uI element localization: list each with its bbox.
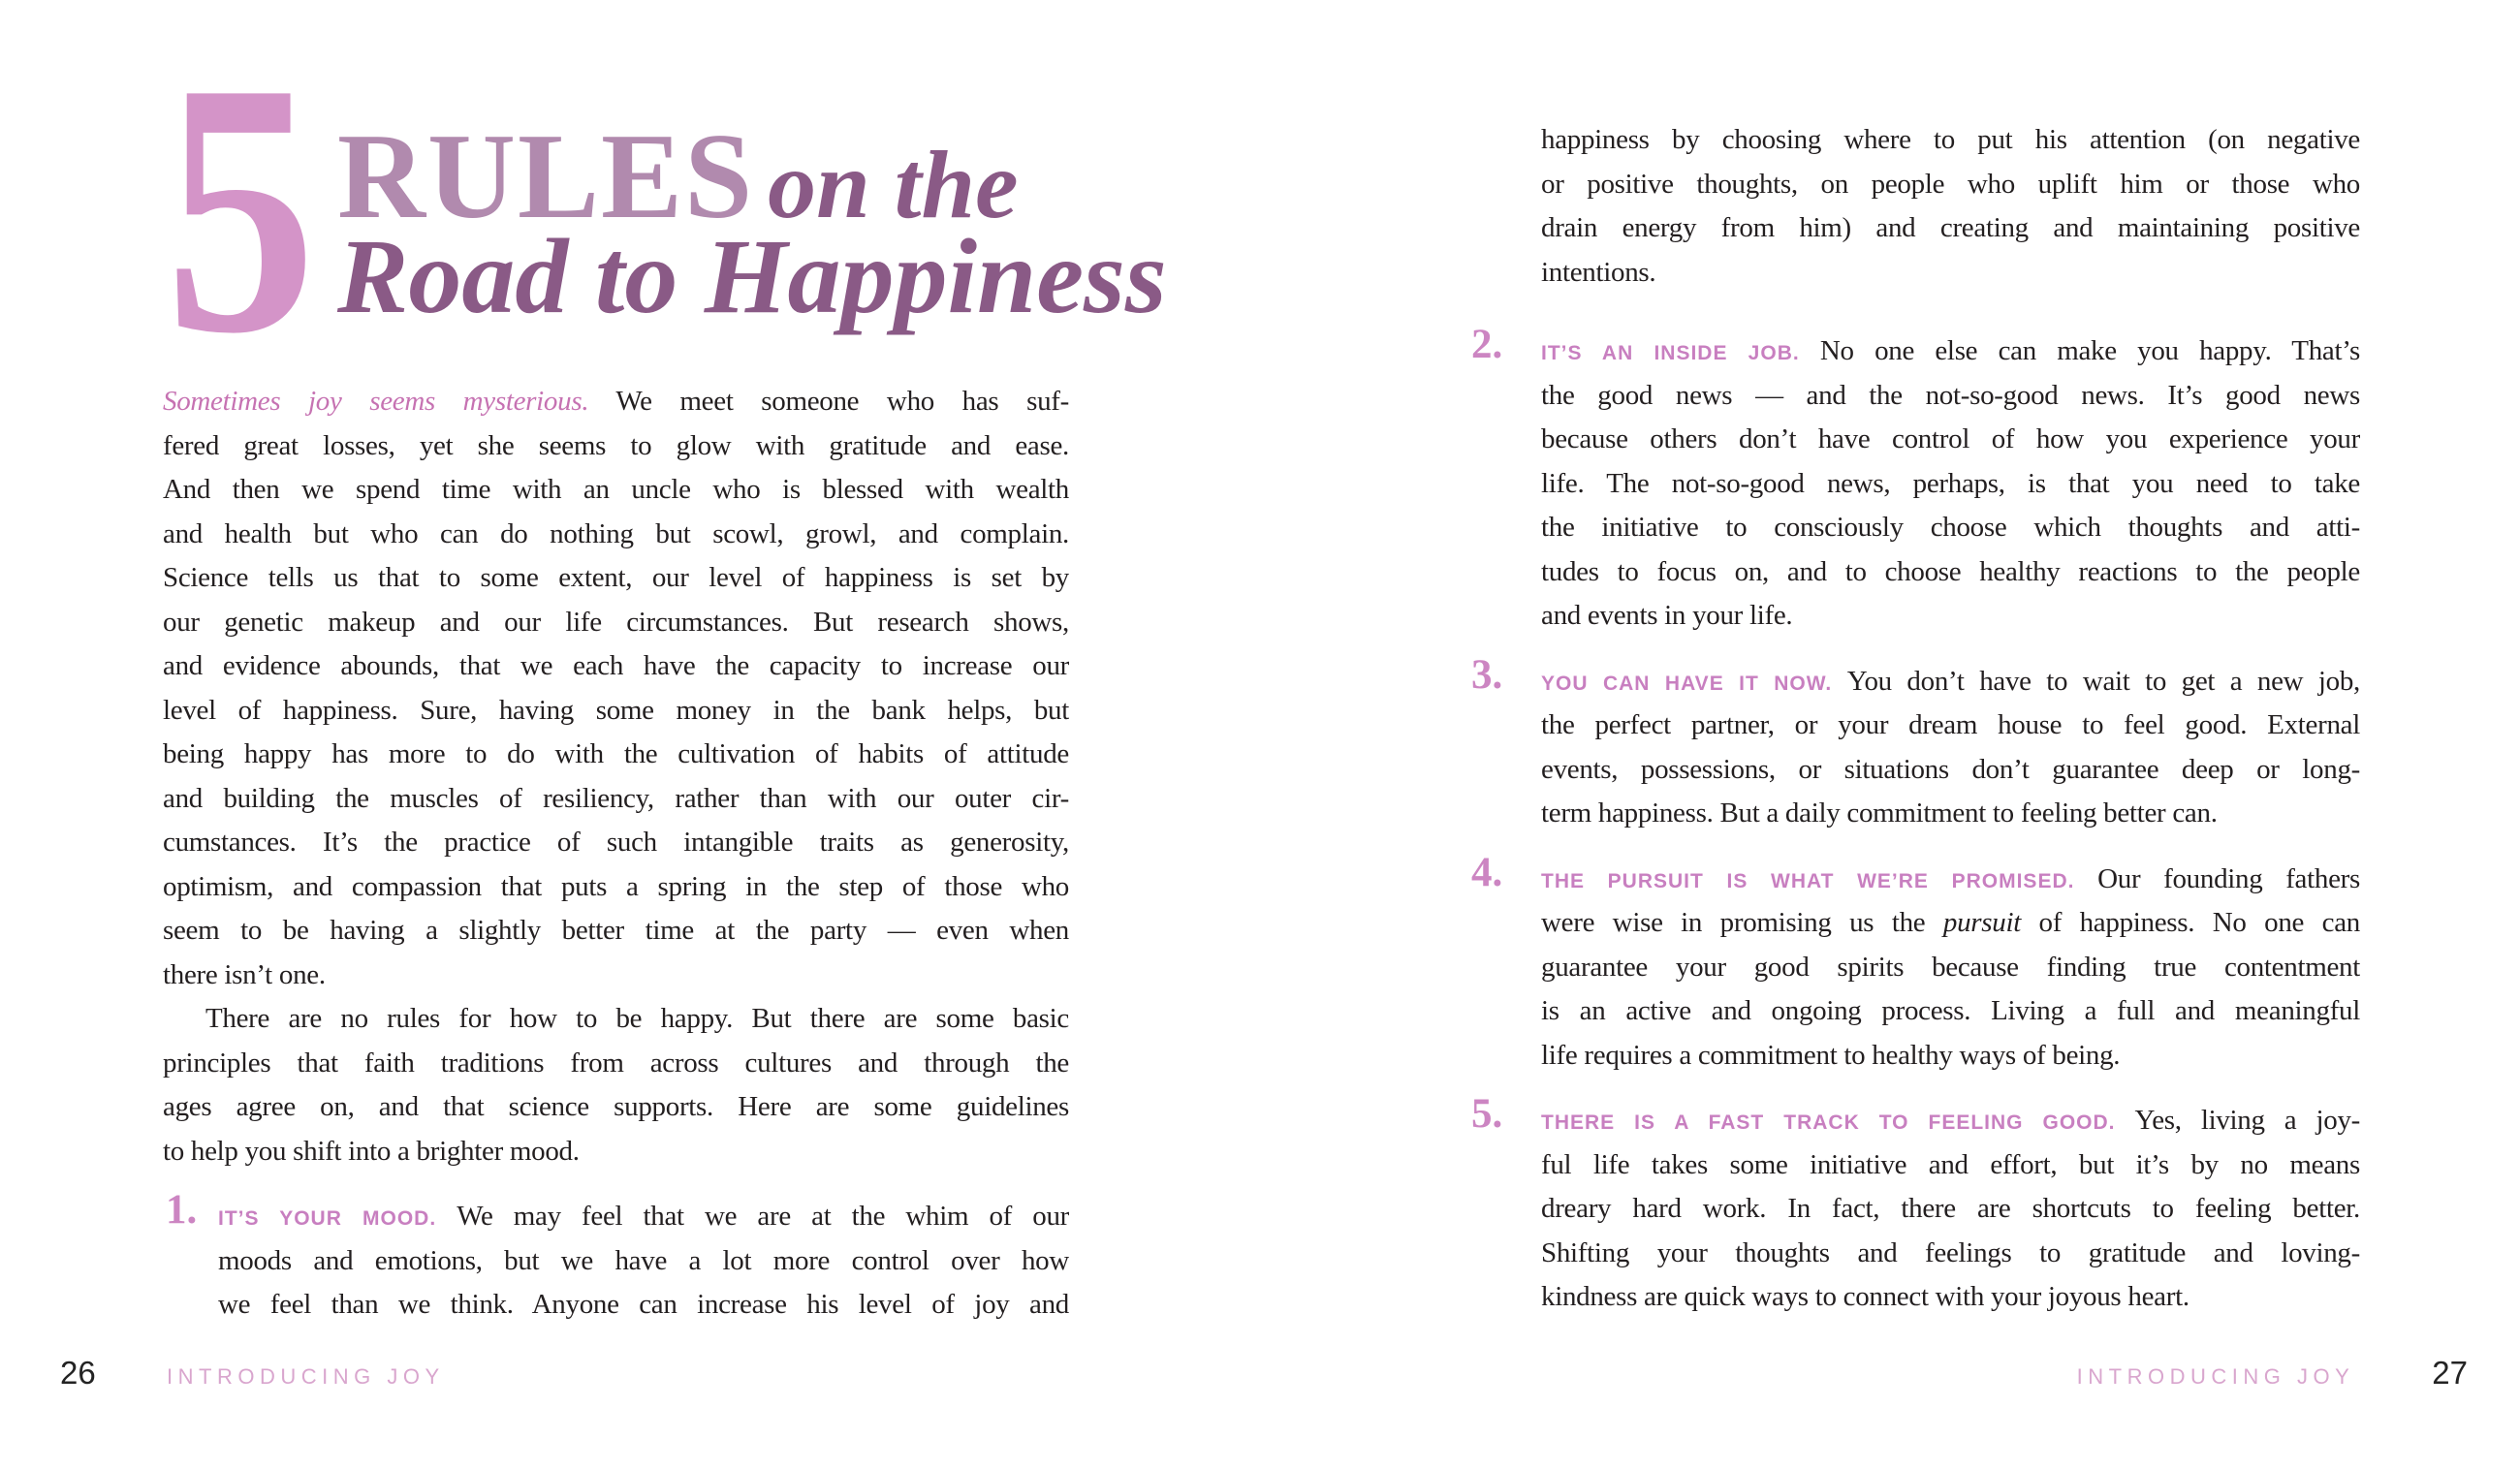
text-line — [163, 1130, 1069, 1174]
text-line — [1541, 1275, 2360, 1320]
list-item-3-text — [1541, 660, 2360, 836]
list-item-3-number: 3. — [1471, 651, 1503, 698]
text-line — [163, 909, 1069, 954]
body-text: tudes to focus on, and to choose healthy reactions to the people — [1541, 555, 2360, 587]
text-line — [163, 821, 1069, 865]
page-number-left: 26 — [60, 1355, 96, 1391]
body-text: the initiative to consciously choose which thoughts and atti- — [1541, 512, 2360, 543]
body-text: Yes, living a joy- — [2134, 1105, 2360, 1136]
body-text: and events in your life. — [1541, 600, 1793, 631]
body-text: there isn’t one. — [163, 958, 326, 990]
body-text: seem to be having a slightly better time at the party — even when — [163, 915, 1069, 946]
text-line — [163, 644, 1069, 689]
text-line — [1541, 506, 2360, 550]
text-line — [1541, 462, 2360, 507]
body-text: to help you shift into a brighter mood. — [163, 1135, 580, 1167]
list-item-1-number: 1. — [166, 1187, 198, 1233]
text-line — [1541, 1232, 2360, 1276]
list-item-5-text — [1541, 1099, 2360, 1320]
text-line — [163, 1042, 1069, 1086]
text-line — [1541, 418, 2360, 462]
text-line — [1541, 1034, 2360, 1079]
body-text: Shifting your thoughts and feelings to gratitude and loving- — [1541, 1236, 2360, 1268]
text-line — [163, 997, 1069, 1042]
body-text: ful life takes some initiative and effort, but it’s by no means — [1541, 1148, 2360, 1180]
text-line — [1541, 206, 2360, 251]
list-item-2 — [1471, 322, 2360, 639]
list-item-5-number: 5. — [1471, 1091, 1503, 1137]
text-line — [163, 380, 1069, 424]
body-text: is an active and ongoing process. Living a full and meaningful — [1541, 995, 2360, 1026]
body-text: We may feel that we are at the whim of our — [457, 1201, 1069, 1232]
body-text: and health but who can do nothing but scowl, growl, and complain. — [163, 517, 1069, 549]
item-header: THE PURSUIT IS WHAT WE’RE PROMISED. — [1541, 869, 2098, 892]
left-page-footer — [60, 1355, 445, 1392]
text-line — [163, 1085, 1069, 1130]
running-head-right: INTRODUCING JOY — [2076, 1364, 2355, 1389]
text-line — [1541, 329, 2360, 374]
body-text: we feel than we think. Anyone can increase his level of joy and — [218, 1289, 1069, 1320]
text-line — [1541, 792, 2360, 836]
text-line — [1541, 946, 2360, 990]
chapter-number: 5 — [165, 10, 317, 408]
body-text: life requires a commitment to healthy ways of being. — [1541, 1039, 2121, 1071]
body-text: the perfect partner, or your dream house to feel good. External — [1541, 709, 2360, 740]
text-line — [163, 777, 1069, 822]
body-text: term happiness. But a daily commitment to feeling better can. — [1541, 798, 2218, 829]
right-text-column — [1471, 118, 2360, 1320]
italic-text: pursuit — [1942, 907, 2021, 938]
body-text: You don’t have to wait to get a new job, — [1846, 665, 2360, 697]
intro-paragraph — [163, 380, 1069, 997]
text-line — [163, 513, 1069, 557]
body-text: of happiness. No one can — [2020, 907, 2360, 938]
body-text: principles that faith traditions from across cultures and through the — [163, 1047, 1069, 1079]
running-head-left: INTRODUCING JOY — [167, 1364, 445, 1389]
body-text: We meet someone who has suf- — [588, 386, 1069, 417]
body-text: optimism, and compassion that puts a spring in the step of those who — [163, 870, 1069, 902]
text-line — [1541, 118, 2360, 163]
right-page-footer — [2077, 1355, 2468, 1392]
body-text: Science tells us that to some extent, our level of happiness is set by — [163, 562, 1069, 593]
body-text: our genetic makeup and our life circumstances. But research shows, — [163, 606, 1069, 638]
text-line — [1541, 858, 2360, 902]
body-text: cumstances. It’s the practice of such intangible traits as generosity, — [163, 827, 1069, 858]
text-line — [1541, 163, 2360, 207]
body-text: level of happiness. Sure, having some money in the bank helps, but — [163, 694, 1069, 726]
text-line — [1541, 251, 2360, 296]
body-text: happiness by choosing where to put his attention (on negative — [1541, 124, 2360, 155]
item-header: IT’S AN INSIDE JOB. — [1541, 342, 1820, 364]
body-text: and building the muscles of resiliency, rather than with our outer cir- — [163, 782, 1069, 814]
list-item-2-text — [1541, 329, 2360, 639]
text-line — [218, 1195, 1069, 1239]
list-item-2-number: 2. — [1471, 322, 1503, 367]
body-text: drain energy from him) and creating and maintaining positive — [1541, 212, 2360, 243]
list-item-4 — [1471, 849, 2360, 1079]
title-word-on-the: on the — [768, 131, 1019, 238]
lead-in-phrase: Sometimes joy seems mysterious. — [163, 386, 589, 417]
left-text-column — [163, 380, 1069, 1328]
body-text: Our founding fathers — [2097, 862, 2360, 894]
text-line — [163, 424, 1069, 469]
body-text: And then we spend time with an uncle who is blessed with wealth — [163, 474, 1069, 505]
text-line — [163, 601, 1069, 645]
text-line — [163, 954, 1069, 998]
text-line — [1541, 1143, 2360, 1188]
list-item-1-text — [218, 1195, 1069, 1328]
body-text: guarantee your good spirits because finding true contentment — [1541, 951, 2360, 983]
item-header: THERE IS A FAST TRACK TO FEELING GOOD. — [1541, 1111, 2135, 1134]
title-word-rules: RULES — [337, 109, 755, 244]
text-line — [1541, 1099, 2360, 1143]
body-text: dreary hard work. In fact, there are shortcuts to feeling better. — [1541, 1193, 2360, 1224]
text-line — [163, 556, 1069, 601]
body-text: ages agree on, and that science supports. Here are some guidelines — [163, 1091, 1069, 1122]
body-text: because others don’t have control of how you experience your — [1541, 423, 2360, 454]
body-text: life. The not-so-good news, perhaps, is that you need to take — [1541, 467, 2360, 499]
list-item-4-number: 4. — [1471, 849, 1503, 895]
text-line — [163, 865, 1069, 910]
body-text: were wise in promising us the — [1541, 907, 1943, 938]
body-text: being happy has more to do with the cultivation of habits of attitude — [163, 738, 1069, 769]
body-text: kindness are quick ways to connect with your joyous heart. — [1541, 1281, 2189, 1312]
page-number-right: 27 — [2432, 1355, 2468, 1391]
text-line — [1541, 660, 2360, 704]
text-line — [163, 733, 1069, 777]
text-line — [163, 689, 1069, 734]
body-text: intentions. — [1541, 256, 1656, 288]
item-header: IT’S YOUR MOOD. — [218, 1207, 457, 1230]
body-text: There are no rules for how to be happy. But there are some basic — [205, 1003, 1069, 1034]
text-line — [1541, 1187, 2360, 1232]
item-1-continuation — [1541, 118, 2360, 295]
item-header: YOU CAN HAVE IT NOW. — [1541, 672, 1847, 695]
text-line — [163, 468, 1069, 513]
text-line — [1541, 748, 2360, 793]
text-line — [218, 1283, 1069, 1328]
body-text: or positive thoughts, on people who uplift him or those who — [1541, 168, 2360, 200]
body-text: events, possessions, or situations don’t guarantee deep or long- — [1541, 753, 2360, 785]
list-item-4-text — [1541, 858, 2360, 1079]
text-line — [1541, 989, 2360, 1034]
body-text: moods and emotions, but we have a lot more control over how — [218, 1244, 1069, 1276]
list-item-1 — [166, 1187, 1069, 1328]
text-line — [218, 1239, 1069, 1284]
text-line — [1541, 901, 2360, 946]
second-paragraph — [163, 997, 1069, 1173]
body-text: No one else can make you happy. That’s — [1819, 335, 2360, 366]
list-item-3 — [1471, 651, 2360, 836]
body-text: and evidence abounds, that we each have the capacity to increase our — [163, 650, 1069, 681]
text-line — [1541, 594, 2360, 639]
text-line — [1541, 704, 2360, 748]
body-text: the good news — and the not-so-good news. It’s good news — [1541, 379, 2360, 411]
list-item-5 — [1471, 1091, 2360, 1320]
text-line — [1541, 374, 2360, 419]
text-line — [1541, 550, 2360, 595]
body-text: fered great losses, yet she seems to glow with gratitude and ease. — [163, 429, 1069, 461]
title-line-2: Road to Happiness — [337, 217, 1167, 335]
